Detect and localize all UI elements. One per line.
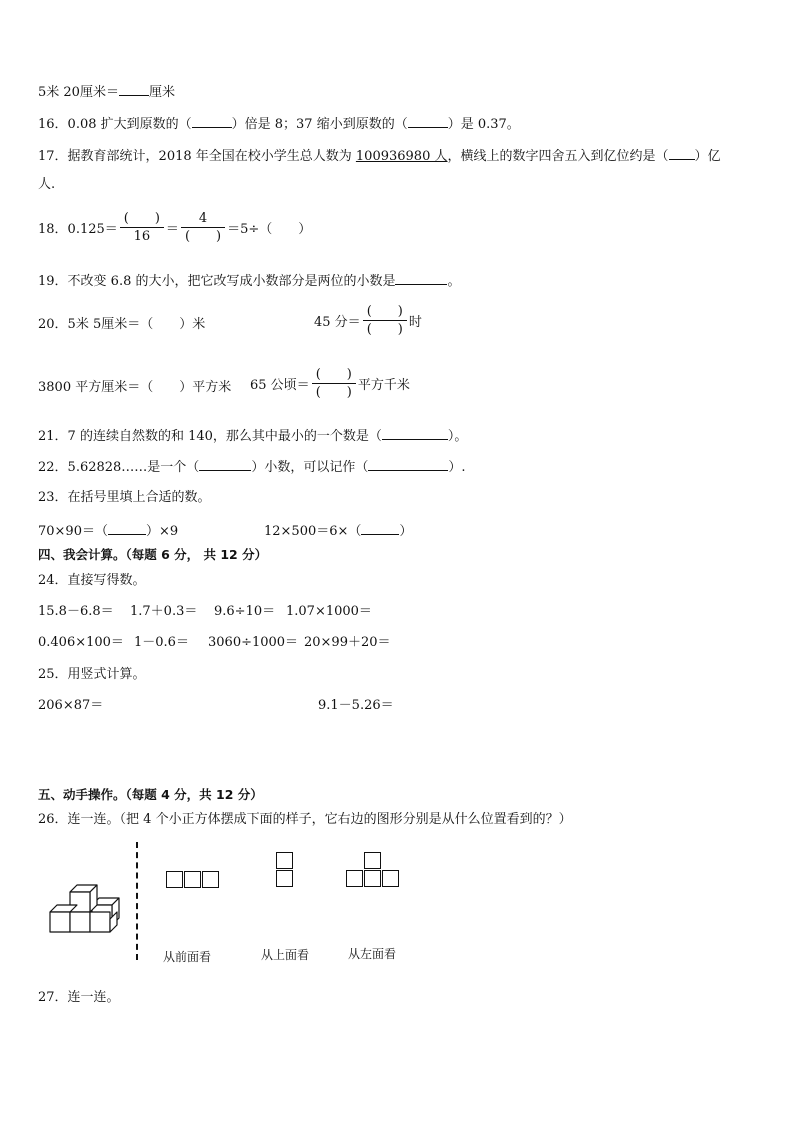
fraction-numerator[interactable]: ( )	[123, 211, 160, 226]
label-from-front: 从前面看	[163, 950, 212, 964]
view-square	[276, 870, 293, 887]
text: ）亿	[694, 149, 721, 164]
answer-blank[interactable]	[108, 521, 146, 535]
question-25-e1: 206×87＝	[38, 698, 104, 713]
text: ）小数，可以记作（	[251, 460, 369, 475]
question-18	[38, 210, 311, 245]
answer-blank[interactable]	[382, 426, 448, 440]
text: ）是 0.37。	[447, 117, 520, 132]
fraction	[312, 366, 356, 401]
question-20	[38, 316, 205, 334]
view-square	[166, 871, 183, 888]
question-26	[38, 811, 572, 829]
question-20-area	[38, 379, 231, 397]
fraction-denominator[interactable]: ( )	[184, 229, 222, 244]
view-shape-front[interactable]	[166, 871, 222, 889]
view-square	[364, 852, 381, 869]
question-23-b	[264, 521, 412, 541]
calc-item: 1.07×1000＝	[286, 604, 372, 619]
view-square	[184, 871, 201, 888]
text: 23．在括号里填上合适的数。	[38, 490, 211, 505]
text: 时	[408, 315, 422, 330]
text: 20．5米 5厘米＝（ ）米	[38, 317, 206, 332]
text: 12×500＝6×（	[264, 524, 362, 539]
section-5-title: 五、动手操作。（每题 4 分，共 12 分）	[38, 787, 263, 802]
label-from-top: 从上面看	[261, 948, 310, 962]
section-4-title: 四、我会计算。（每题 6 分， 共 12 分）	[38, 547, 268, 562]
question-20-hectare	[250, 366, 410, 401]
answer-blank[interactable]	[368, 457, 448, 471]
text: ）×9	[145, 524, 179, 539]
question-17	[38, 146, 721, 166]
fraction	[363, 303, 407, 338]
text: ）	[399, 524, 413, 539]
view-square	[202, 871, 219, 888]
label-from-left: 从左面看	[348, 947, 397, 961]
question-25	[38, 666, 146, 684]
question-23	[38, 489, 211, 507]
view-square	[364, 870, 381, 887]
cube-arrangement-figure	[40, 878, 130, 948]
fraction-numerator: 4	[198, 211, 208, 226]
text: 24．直接写得数。	[38, 573, 146, 588]
view-square	[276, 852, 293, 869]
answer-blank[interactable]	[669, 146, 695, 160]
text: 人.	[38, 177, 56, 192]
dashed-divider	[136, 842, 138, 960]
view-shape-top[interactable]	[276, 852, 294, 888]
calc-item: 0.406×100＝	[38, 635, 124, 650]
text: ）倍是 8；37 缩小到原数的（	[231, 117, 408, 132]
question-23-a	[38, 521, 178, 541]
answer-blank[interactable]	[408, 114, 448, 128]
fraction-numerator[interactable]: ( )	[366, 304, 403, 319]
question-25-e2: 9.1－5.26＝	[318, 698, 394, 713]
calc-item: 3060÷1000＝	[208, 635, 299, 650]
text: ，横线上的数字四舍五入到亿位约是（	[447, 149, 669, 164]
text: 70×90＝（	[38, 524, 108, 539]
text: 。	[447, 274, 461, 289]
calc-item: 9.6÷10＝	[214, 604, 276, 619]
answer-blank[interactable]	[361, 521, 399, 535]
cube-bottom-2	[70, 912, 90, 932]
fraction-denominator[interactable]: ( )	[366, 322, 403, 337]
text: 21．7 的连续自然数的和 140，那么其中最小的一个数是（	[38, 429, 382, 444]
text: 45 分＝	[314, 315, 361, 330]
question-20-time	[314, 303, 422, 338]
fraction-numerator[interactable]: ( )	[315, 367, 352, 382]
text: ）。	[447, 429, 468, 444]
question-21	[38, 426, 467, 446]
calc-item: 20×99＋20＝	[304, 635, 391, 650]
fraction-denominator[interactable]: ( )	[315, 385, 352, 400]
question-27	[38, 989, 120, 1007]
text: 5米 20厘米＝	[38, 85, 119, 100]
text: 3800 平方厘米＝（ ）平方米	[38, 380, 232, 395]
answer-blank[interactable]	[395, 271, 447, 285]
fraction-denominator: 16	[133, 229, 151, 244]
calc-item: 1.7＋0.3＝	[130, 604, 198, 619]
text: ＝5÷（ ）	[227, 222, 312, 237]
text: ＝	[165, 222, 179, 237]
text: 17．据教育部统计，2018 年全国在校小学生总人数为	[38, 149, 356, 164]
question-24	[38, 572, 146, 590]
text: 平方千米	[357, 378, 410, 393]
calc-item: 1－0.6＝	[134, 635, 189, 650]
text: 65 公顷＝	[250, 378, 310, 393]
fraction	[181, 210, 225, 245]
text: ）.	[448, 460, 466, 475]
answer-blank[interactable]	[192, 114, 232, 128]
question-16	[38, 114, 520, 134]
text: 22．5.62828……是一个（	[38, 460, 200, 475]
text: 16．0.08 扩大到原数的（	[38, 117, 192, 132]
answer-blank[interactable]	[119, 82, 149, 96]
view-shape-left[interactable]	[346, 852, 402, 888]
text: 25．用竖式计算。	[38, 667, 146, 682]
text: 18．0.125＝	[38, 222, 118, 237]
view-square	[382, 870, 399, 887]
text: 26．连一连。（把 4 个小正方体摆成下面的样子，它右边的图形分别是从什么位置看到的？）	[38, 812, 572, 827]
fraction	[120, 210, 164, 245]
underlined-number: 100936980 人	[355, 149, 448, 164]
text: 厘米	[148, 85, 175, 100]
question-22	[38, 457, 465, 477]
question-17-cont	[38, 176, 55, 194]
text: 27．连一连。	[38, 990, 120, 1005]
answer-blank[interactable]	[199, 457, 251, 471]
cube-bottom-1	[50, 912, 70, 932]
calc-item: 15.8－6.8＝	[38, 604, 114, 619]
view-square	[346, 870, 363, 887]
line-top	[38, 82, 175, 102]
question-19	[38, 271, 461, 291]
cube-bottom-3	[90, 912, 110, 932]
text: 19．不改变 6.8 的大小，把它改写成小数部分是两位的小数是	[38, 274, 396, 289]
